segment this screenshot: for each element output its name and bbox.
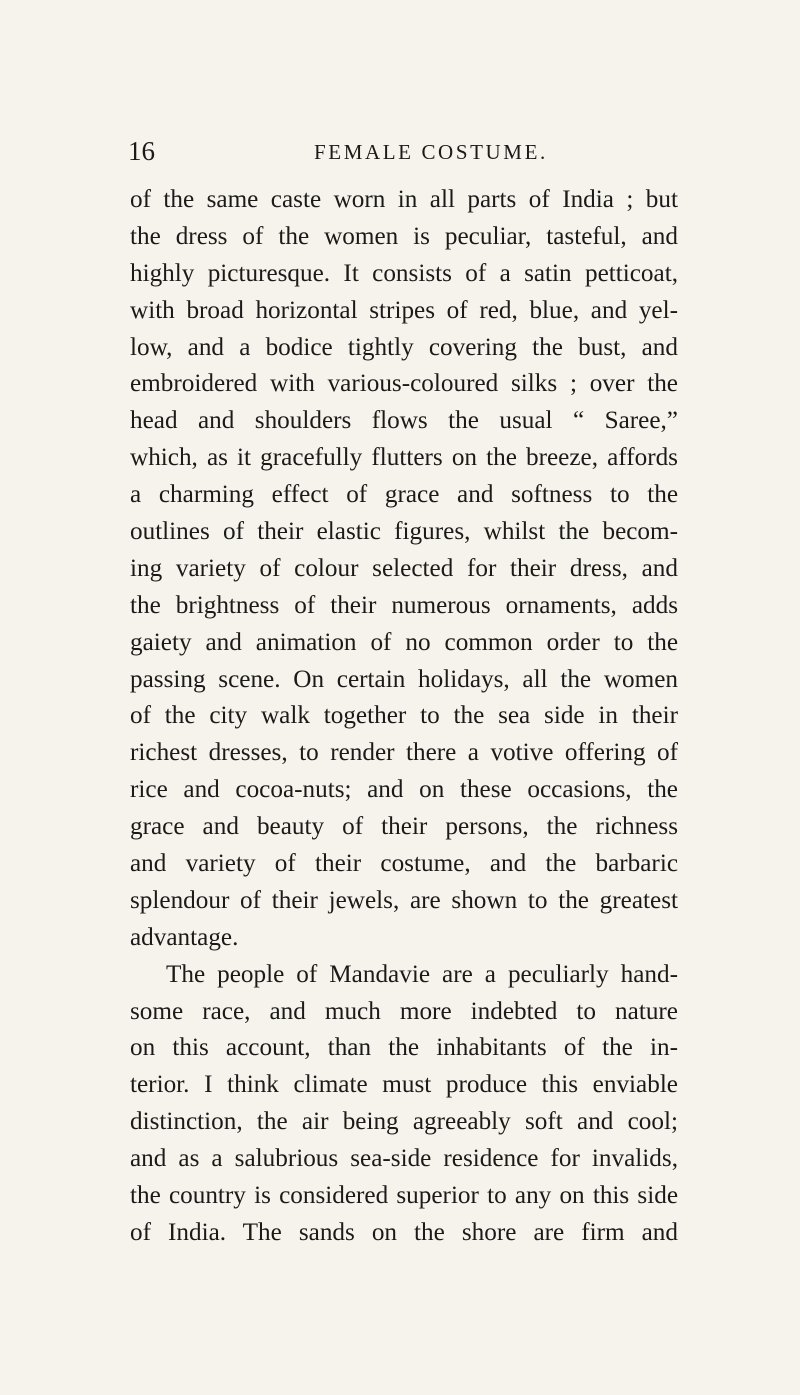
text-line: low, and a bodice tightly covering the bust, and	[130, 333, 678, 361]
text-line: of the same caste worn in all parts of India ; but	[130, 186, 678, 213]
text-line: on this account, than the inhabitants of the in-	[130, 1034, 678, 1062]
text-line: grace and beauty of their persons, the richness	[130, 813, 678, 841]
text-line: highly picturesque. It consists of a satin petticoat,	[130, 259, 678, 287]
text-line: of India. The sands on the shore are firm and	[130, 1218, 678, 1246]
text-line: and as a salubrious sea-side residence for invalids,	[130, 1145, 678, 1173]
text-line: which, as it gracefully flutters on the breeze, affords	[130, 444, 678, 472]
text-line: distinction, the air being agreeably soft and cool;	[130, 1108, 678, 1136]
text-line: outlines of their elastic figures, whilst the becom-	[130, 518, 678, 546]
text-line: rice and cocoa-nuts; and on these occasions, the	[130, 776, 678, 804]
text-line: the brightness of their numerous ornaments, adds	[130, 591, 678, 619]
text-line: and variety of their costume, and the barbaric	[130, 850, 678, 878]
text-line: head and shoulders flows the usual “ Saree,”	[130, 407, 678, 435]
text-line: the country is considered superior to any on this side	[130, 1182, 678, 1210]
running-head: FEMALE COSTUME.	[314, 140, 548, 164]
text-line: with broad horizontal stripes of red, blue, and yel-	[130, 296, 678, 324]
text-line: some race, and much more indebted to nature	[130, 997, 678, 1025]
text-line: richest dresses, to render there a votive offering of	[130, 739, 678, 767]
text-line: ing variety of colour selected for their dress, and	[130, 554, 678, 582]
page-number: 16	[128, 136, 155, 166]
text-line: the dress of the women is peculiar, tasteful, and	[130, 222, 678, 250]
text-line-paragraph-start: The people of Mandavie are a peculiarly hand-	[166, 960, 678, 988]
text-line: terior. I think climate must produce this enviable	[130, 1071, 678, 1099]
body-text	[130, 182, 678, 1252]
text-line: passing scene. On certain holidays, all the women	[130, 665, 678, 693]
text-line: of the city walk together to the sea side in their	[130, 702, 678, 730]
text-line: gaiety and animation of no common order to the	[130, 628, 678, 656]
page-header	[128, 136, 688, 176]
text-line: embroidered with various-coloured silks ; over the	[130, 370, 678, 398]
text-line: splendour of their jewels, are shown to the greatest	[130, 886, 678, 914]
text-line-paragraph-end: advantage.	[130, 923, 239, 951]
text-line: a charming effect of grace and softness to the	[130, 481, 678, 509]
